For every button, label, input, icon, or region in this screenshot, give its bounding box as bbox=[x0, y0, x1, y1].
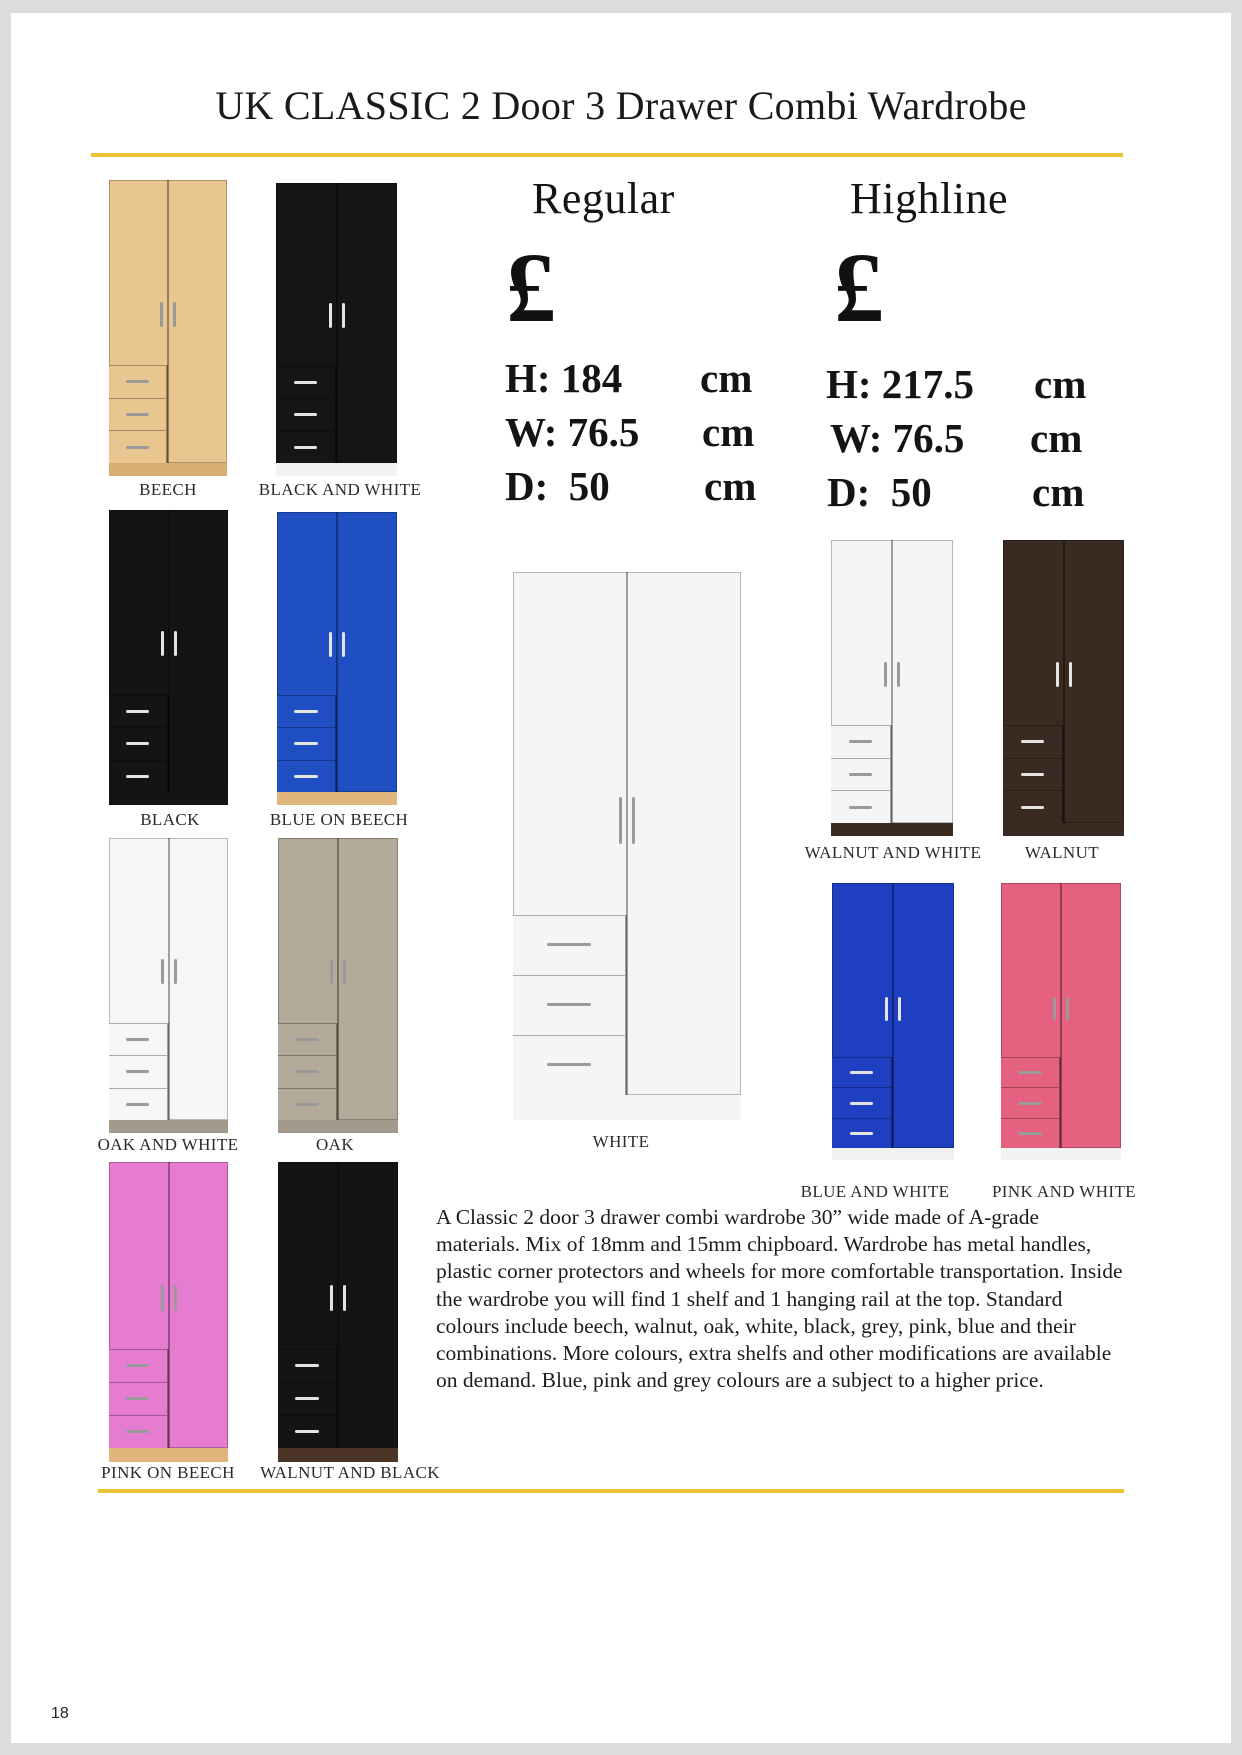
page-title: UK CLASSIC 2 Door 3 Drawer Combi Wardrobe bbox=[215, 83, 1027, 128]
drawer-stack bbox=[832, 1057, 893, 1148]
wardrobe-plinth bbox=[278, 1448, 398, 1462]
door-split-lower bbox=[337, 1349, 339, 1448]
door-handle bbox=[885, 997, 888, 1021]
regular-height-unit: cm bbox=[700, 355, 753, 401]
swatch-label: BLACK AND WHITE bbox=[258, 480, 422, 499]
drawer bbox=[109, 1382, 167, 1415]
highline-height-unit: cm bbox=[1034, 361, 1087, 407]
door-handle bbox=[884, 662, 887, 687]
drawer bbox=[109, 1349, 167, 1382]
drawer-stack bbox=[278, 1023, 338, 1120]
door-handle bbox=[1056, 662, 1059, 687]
door-split bbox=[168, 1162, 170, 1349]
drawer-stack bbox=[278, 1349, 338, 1448]
highline-heading: Highline bbox=[850, 174, 1008, 223]
wardrobe-plinth bbox=[277, 792, 397, 805]
drawer bbox=[109, 1055, 167, 1087]
door-split-lower bbox=[336, 695, 338, 792]
door-handle bbox=[174, 959, 177, 984]
swatch-label: PINK AND WHITE bbox=[991, 1182, 1137, 1201]
swatch-label: WALNUT bbox=[1024, 843, 1100, 862]
drawer-stack bbox=[1003, 725, 1064, 823]
door-split-lower bbox=[168, 1023, 170, 1120]
drawer bbox=[513, 915, 625, 975]
wardrobe-swatch bbox=[278, 838, 398, 1133]
drawer-stack bbox=[109, 695, 169, 792]
door-handle bbox=[619, 797, 622, 844]
wardrobe-swatch bbox=[832, 883, 954, 1160]
drawer bbox=[278, 1055, 336, 1087]
door-handle bbox=[343, 1285, 346, 1311]
door-split-lower bbox=[167, 365, 169, 463]
drawer bbox=[277, 695, 335, 727]
drawer-stack bbox=[109, 365, 168, 463]
door-handle bbox=[161, 1285, 164, 1311]
door-split bbox=[167, 180, 169, 365]
wardrobe-plinth bbox=[831, 823, 953, 836]
door-handle bbox=[897, 662, 900, 687]
wardrobe-plinth bbox=[109, 1120, 228, 1133]
drawer bbox=[1001, 1057, 1059, 1087]
drawer bbox=[513, 975, 625, 1035]
door-split bbox=[891, 540, 893, 725]
door-split-lower bbox=[1060, 1057, 1062, 1148]
door-split-lower bbox=[336, 366, 338, 463]
drawer bbox=[109, 1023, 167, 1055]
wardrobe-swatch bbox=[109, 1162, 228, 1462]
door-split-lower bbox=[891, 725, 893, 823]
door-split bbox=[336, 512, 338, 695]
wardrobe-swatch bbox=[109, 838, 228, 1133]
wardrobe-swatch bbox=[1003, 540, 1124, 836]
door-split bbox=[1060, 883, 1062, 1057]
drawer bbox=[1003, 790, 1062, 823]
drawer bbox=[276, 398, 335, 430]
drawer bbox=[109, 430, 166, 463]
door-handle bbox=[174, 1285, 177, 1311]
drawer bbox=[109, 1088, 167, 1120]
page-number: 18 bbox=[51, 1705, 69, 1722]
door-handle bbox=[329, 303, 332, 328]
door-handle bbox=[342, 303, 345, 328]
wardrobe-plinth bbox=[1001, 1148, 1121, 1160]
drawer-stack bbox=[513, 915, 627, 1095]
wardrobe-plinth bbox=[513, 1095, 741, 1120]
door-split bbox=[892, 883, 894, 1057]
door-split-lower bbox=[168, 1349, 170, 1448]
wardrobe-plinth bbox=[276, 463, 397, 476]
door-split bbox=[168, 838, 170, 1023]
regular-heading: Regular bbox=[532, 174, 675, 223]
drawer bbox=[278, 1349, 336, 1382]
regular-price-symbol: £ bbox=[506, 232, 556, 343]
drawer bbox=[1003, 758, 1062, 791]
drawer bbox=[109, 695, 167, 727]
door-handle bbox=[343, 959, 346, 984]
drawer-stack bbox=[277, 695, 337, 792]
drawer bbox=[278, 1382, 336, 1415]
wardrobe-swatch bbox=[831, 540, 953, 836]
drawer-stack bbox=[109, 1023, 169, 1120]
door-handle bbox=[330, 1285, 333, 1311]
wardrobe-plinth bbox=[278, 1120, 398, 1133]
highline-width: W: 76.5 bbox=[830, 415, 965, 461]
drawer bbox=[277, 727, 335, 759]
drawer bbox=[278, 1415, 336, 1448]
door-split-lower bbox=[1063, 725, 1065, 823]
wardrobe-plinth bbox=[832, 1148, 954, 1160]
swatch-label: BLACK bbox=[140, 810, 200, 829]
door-handle bbox=[1066, 997, 1069, 1021]
door-handle bbox=[161, 631, 164, 656]
top-divider bbox=[91, 153, 1123, 157]
drawer-stack bbox=[276, 366, 337, 463]
swatch-label: BLUE ON BEECH bbox=[269, 810, 409, 829]
bottom-divider bbox=[98, 1489, 1124, 1493]
drawer bbox=[276, 366, 335, 398]
door-handle bbox=[173, 302, 176, 327]
drawer bbox=[1003, 725, 1062, 758]
wardrobe-swatch bbox=[277, 512, 397, 805]
door-split bbox=[1063, 540, 1065, 725]
regular-width-unit: cm bbox=[702, 409, 755, 455]
wardrobe-plinth bbox=[109, 792, 228, 805]
wardrobe-swatch bbox=[1001, 883, 1121, 1160]
door-split-lower bbox=[337, 1023, 339, 1120]
drawer bbox=[1001, 1118, 1059, 1148]
drawer-stack bbox=[831, 725, 892, 823]
regular-depth-unit: cm bbox=[704, 463, 757, 509]
door-handle bbox=[342, 632, 345, 657]
product-description: A Classic 2 door 3 drawer combi wardrobe 30” wide made of A-grade materials. Mix of 18mm and 15mm chipboard. Wardrobe has metal handles, plastic corner protectors and wheels for more comfortable transportation. Inside the wardrobe you will find 1 shelf and 1 hanging rail at the top. Standard colours include beech, walnut, oak, white, black, grey, pink, blue and their combinations. More colours, extra shelfs and other modifications are available on demand. Blue, pink and grey colours are a subject to a higher price. bbox=[436, 1205, 1123, 1393]
drawer bbox=[276, 431, 335, 463]
swatch-label: WALNUT AND WHITE bbox=[804, 843, 982, 862]
door-handle bbox=[161, 959, 164, 984]
door-split bbox=[168, 510, 170, 695]
swatch-label: OAK AND WHITE bbox=[97, 1135, 239, 1154]
drawer bbox=[831, 725, 890, 758]
door-handle bbox=[632, 797, 635, 844]
door-handle bbox=[1053, 997, 1056, 1021]
regular-width: W: 76.5 bbox=[505, 409, 640, 455]
door-handle bbox=[174, 631, 177, 656]
drawer bbox=[109, 365, 166, 398]
swatch-label: BEECH bbox=[139, 480, 197, 499]
door-handle bbox=[1069, 662, 1072, 687]
drawer bbox=[278, 1088, 336, 1120]
drawer bbox=[832, 1087, 891, 1117]
wardrobe-plinth bbox=[109, 463, 227, 476]
highline-depth: D: 50 bbox=[827, 469, 932, 515]
drawer-stack bbox=[109, 1349, 169, 1448]
wardrobe-plinth bbox=[1003, 823, 1124, 836]
drawer-stack bbox=[1001, 1057, 1061, 1148]
door-split-lower bbox=[892, 1057, 894, 1148]
drawer bbox=[832, 1118, 891, 1148]
drawer bbox=[109, 727, 167, 759]
door-split bbox=[337, 838, 339, 1023]
door-split-lower bbox=[168, 695, 170, 792]
door-split bbox=[337, 1162, 339, 1349]
door-handle bbox=[330, 959, 333, 984]
door-split bbox=[626, 572, 628, 915]
drawer bbox=[278, 1023, 336, 1055]
highline-width-unit: cm bbox=[1030, 415, 1083, 461]
wardrobe-swatch bbox=[109, 510, 228, 805]
door-split bbox=[336, 183, 338, 366]
drawer bbox=[109, 760, 167, 792]
drawer bbox=[109, 1415, 167, 1448]
swatch-label: BLUE AND WHITE bbox=[800, 1182, 950, 1201]
wardrobe-swatch bbox=[278, 1162, 398, 1462]
swatch-label: WALNUT AND BLACK bbox=[260, 1463, 440, 1482]
wardrobe-swatch bbox=[109, 180, 227, 476]
drawer bbox=[513, 1035, 625, 1095]
door-split-lower bbox=[626, 915, 628, 1095]
drawer bbox=[831, 790, 890, 823]
door-handle bbox=[898, 997, 901, 1021]
wardrobe-swatch bbox=[513, 572, 741, 1120]
wardrobe-swatch bbox=[276, 183, 397, 476]
drawer bbox=[277, 760, 335, 792]
swatch-label: OAK bbox=[315, 1135, 355, 1154]
regular-height: H: 184 bbox=[505, 355, 623, 401]
drawer bbox=[109, 398, 166, 431]
door-handle bbox=[160, 302, 163, 327]
drawer bbox=[832, 1057, 891, 1087]
highline-height: H: 217.5 bbox=[826, 361, 975, 407]
swatch-label: PINK ON BEECH bbox=[101, 1463, 235, 1482]
swatch-label: WHITE bbox=[592, 1132, 650, 1151]
drawer bbox=[831, 758, 890, 791]
highline-price-symbol: £ bbox=[834, 232, 884, 343]
wardrobe-plinth bbox=[109, 1448, 228, 1462]
door-handle bbox=[329, 632, 332, 657]
drawer bbox=[1001, 1087, 1059, 1117]
regular-depth: D: 50 bbox=[505, 463, 610, 509]
highline-depth-unit: cm bbox=[1032, 469, 1085, 515]
